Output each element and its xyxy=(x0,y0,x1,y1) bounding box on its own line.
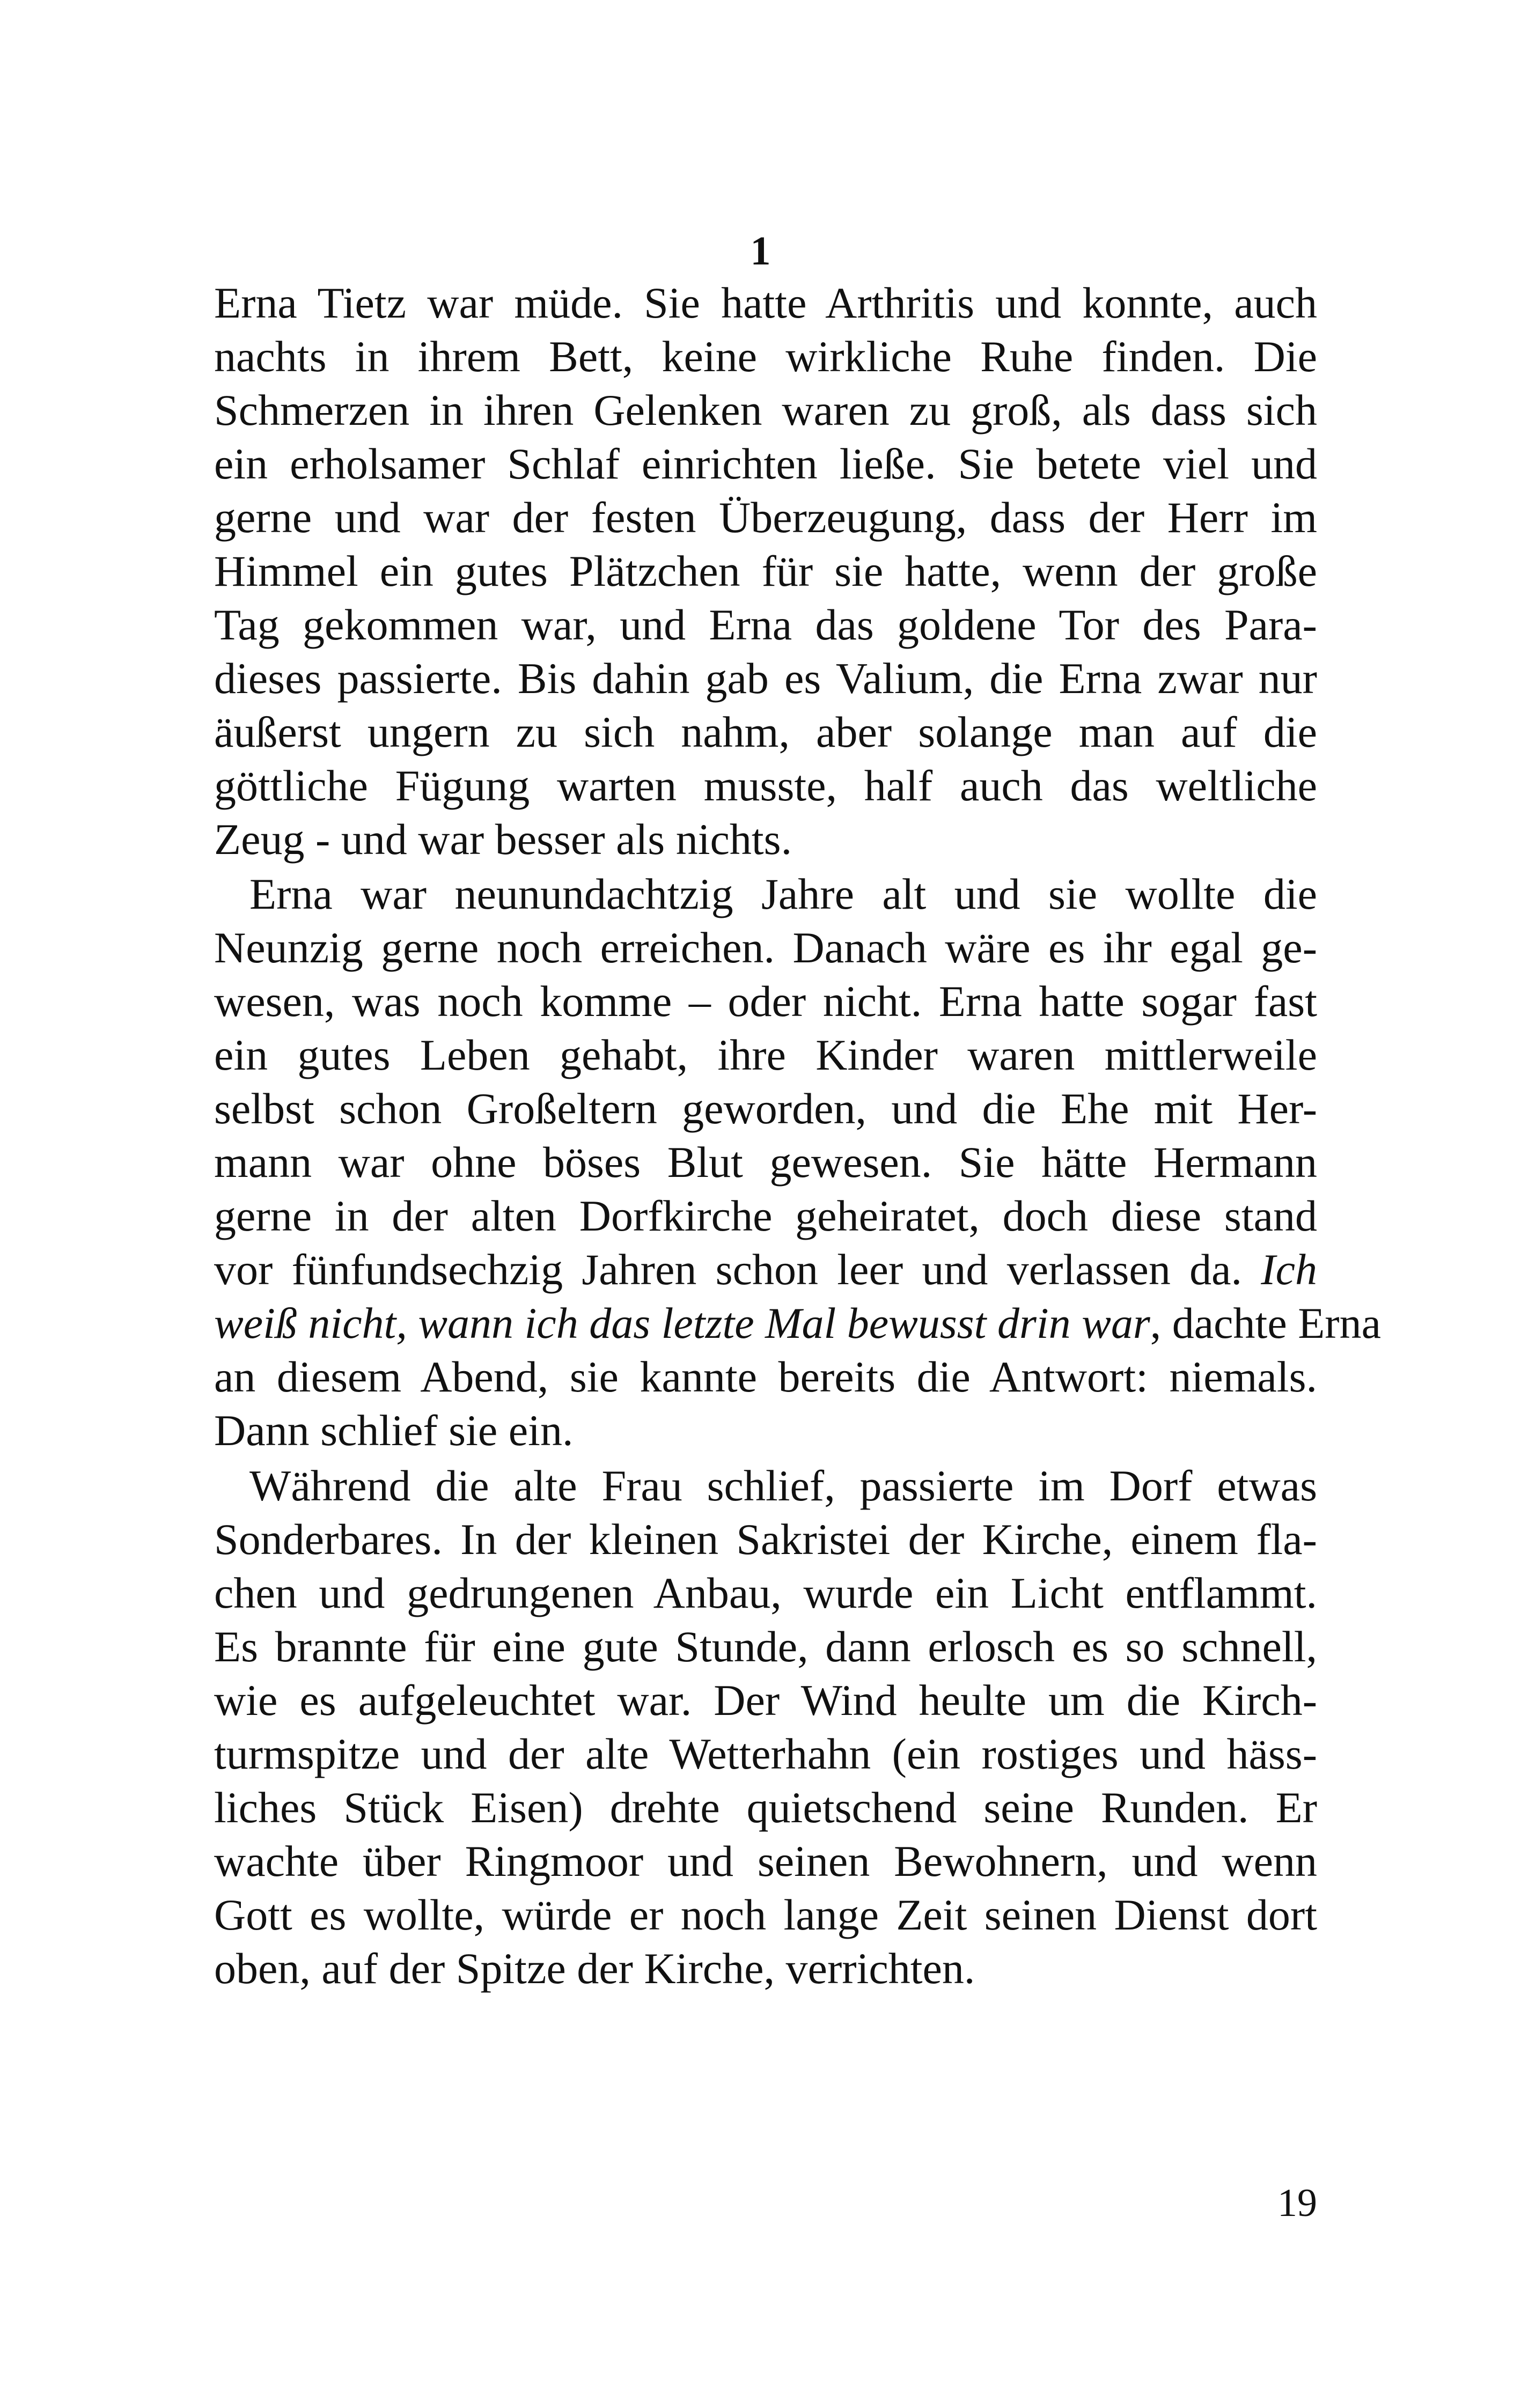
paragraph-3-line: liches Stück Eisen) drehte quietschend seine Runden. Er xyxy=(214,1783,1317,1832)
paragraph-2-line: an diesem Abend, sie kannte bereits die Antwort: niemals. xyxy=(214,1352,1317,1401)
paragraph-2-line: Neunzig gerne noch erreichen. Danach wäre es ihr egal ge- xyxy=(214,923,1317,972)
paragraph-2-line: wesen, was noch komme – oder nicht. Erna hatte sogar fast xyxy=(214,977,1317,1026)
paragraph-3-line: chen und gedrungenen Anbau, wurde ein Licht entflammt. xyxy=(214,1568,1317,1617)
paragraph-2-line xyxy=(214,1243,1317,1297)
paragraph-2-line: Erna war neunundachtzig Jahre alt und sie wollte die xyxy=(249,870,1317,918)
paragraph-1-line: Erna Tietz war müde. Sie hatte Arthritis und konnte, auch xyxy=(214,278,1317,327)
italic-thought: weiß nicht, wann ich das letzte Mal bewusst drin war xyxy=(214,1299,1150,1347)
paragraph-1-line: ein erholsamer Schlaf einrichten ließe. Sie betete viel und xyxy=(214,439,1317,488)
paragraph-2-line: ein gutes Leben gehabt, ihre Kinder waren mittlerweile xyxy=(214,1030,1317,1079)
paragraph-3-line: Während die alte Frau schlief, passierte im Dorf etwas xyxy=(249,1461,1317,1510)
paragraph-3-line: oben, auf der Spitze der Kirche, verrichten. xyxy=(214,1944,975,1993)
paragraph-3-line: wie es aufgeleuchtet war. Der Wind heulte um die Kirch- xyxy=(214,1676,1317,1725)
paragraph-2-line: mann war ohne böses Blut gewesen. Sie hätte Hermann xyxy=(214,1138,1317,1187)
page-number: 19 xyxy=(1277,2181,1317,2225)
paragraph-1-line: gerne und war der festen Überzeugung, dass der Herr im xyxy=(214,493,1317,542)
paragraph-1-line: Zeug - und war besser als nichts. xyxy=(214,815,792,864)
paragraph-2-line: selbst schon Großeltern geworden, und die Ehe mit Her- xyxy=(214,1084,1317,1133)
paragraph-1-line: göttliche Fügung warten musste, half auch das weltliche xyxy=(214,761,1317,810)
paragraph-1-line: Himmel ein gutes Plätzchen für sie hatte, wenn der große xyxy=(214,547,1317,595)
paragraph-2-line-text: vor fünfundsechzig Jahren schon leer und verlassen da. xyxy=(214,1245,1242,1294)
paragraph-1-line: Schmerzen in ihren Gelenken waren zu groß, als dass sich xyxy=(214,386,1317,435)
paragraph-3-line: Gott es wollte, würde er noch lange Zeit seinen Dienst dort xyxy=(214,1890,1317,1939)
paragraph-1-line: Tag gekommen war, und Erna das goldene Tor des Para- xyxy=(214,600,1317,649)
paragraph-3-line: turmspitze und der alte Wetterhahn (ein rostiges und häss- xyxy=(214,1729,1317,1778)
paragraph-1-line: nachts in ihrem Bett, keine wirkliche Ruhe finden. Die xyxy=(214,332,1317,381)
italic-thought-start: Ich xyxy=(1261,1245,1317,1294)
paragraph-2-line-text: , dachte Erna xyxy=(1150,1299,1382,1347)
paragraph-1-line: äußerst ungern zu sich nahm, aber solange man auf die xyxy=(214,708,1317,756)
paragraph-2-line: gerne in der alten Dorfkirche geheiratet, doch diese stand xyxy=(214,1191,1317,1240)
paragraph-2-line xyxy=(214,1297,1382,1350)
paragraph-2-line: Dann schlief sie ein. xyxy=(214,1406,574,1455)
paragraph-3-line: Sonderbares. In der kleinen Sakristei der Kirche, einem fla- xyxy=(214,1515,1317,1564)
paragraph-1-line: dieses passierte. Bis dahin gab es Valium, die Erna zwar nur xyxy=(214,654,1317,703)
paragraph-3-line: wachte über Ringmoor und seinen Bewohnern, und wenn xyxy=(214,1837,1317,1886)
paragraph-3-line: Es brannte für eine gute Stunde, dann erlosch es so schnell, xyxy=(214,1622,1317,1671)
chapter-number: 1 xyxy=(750,229,771,274)
